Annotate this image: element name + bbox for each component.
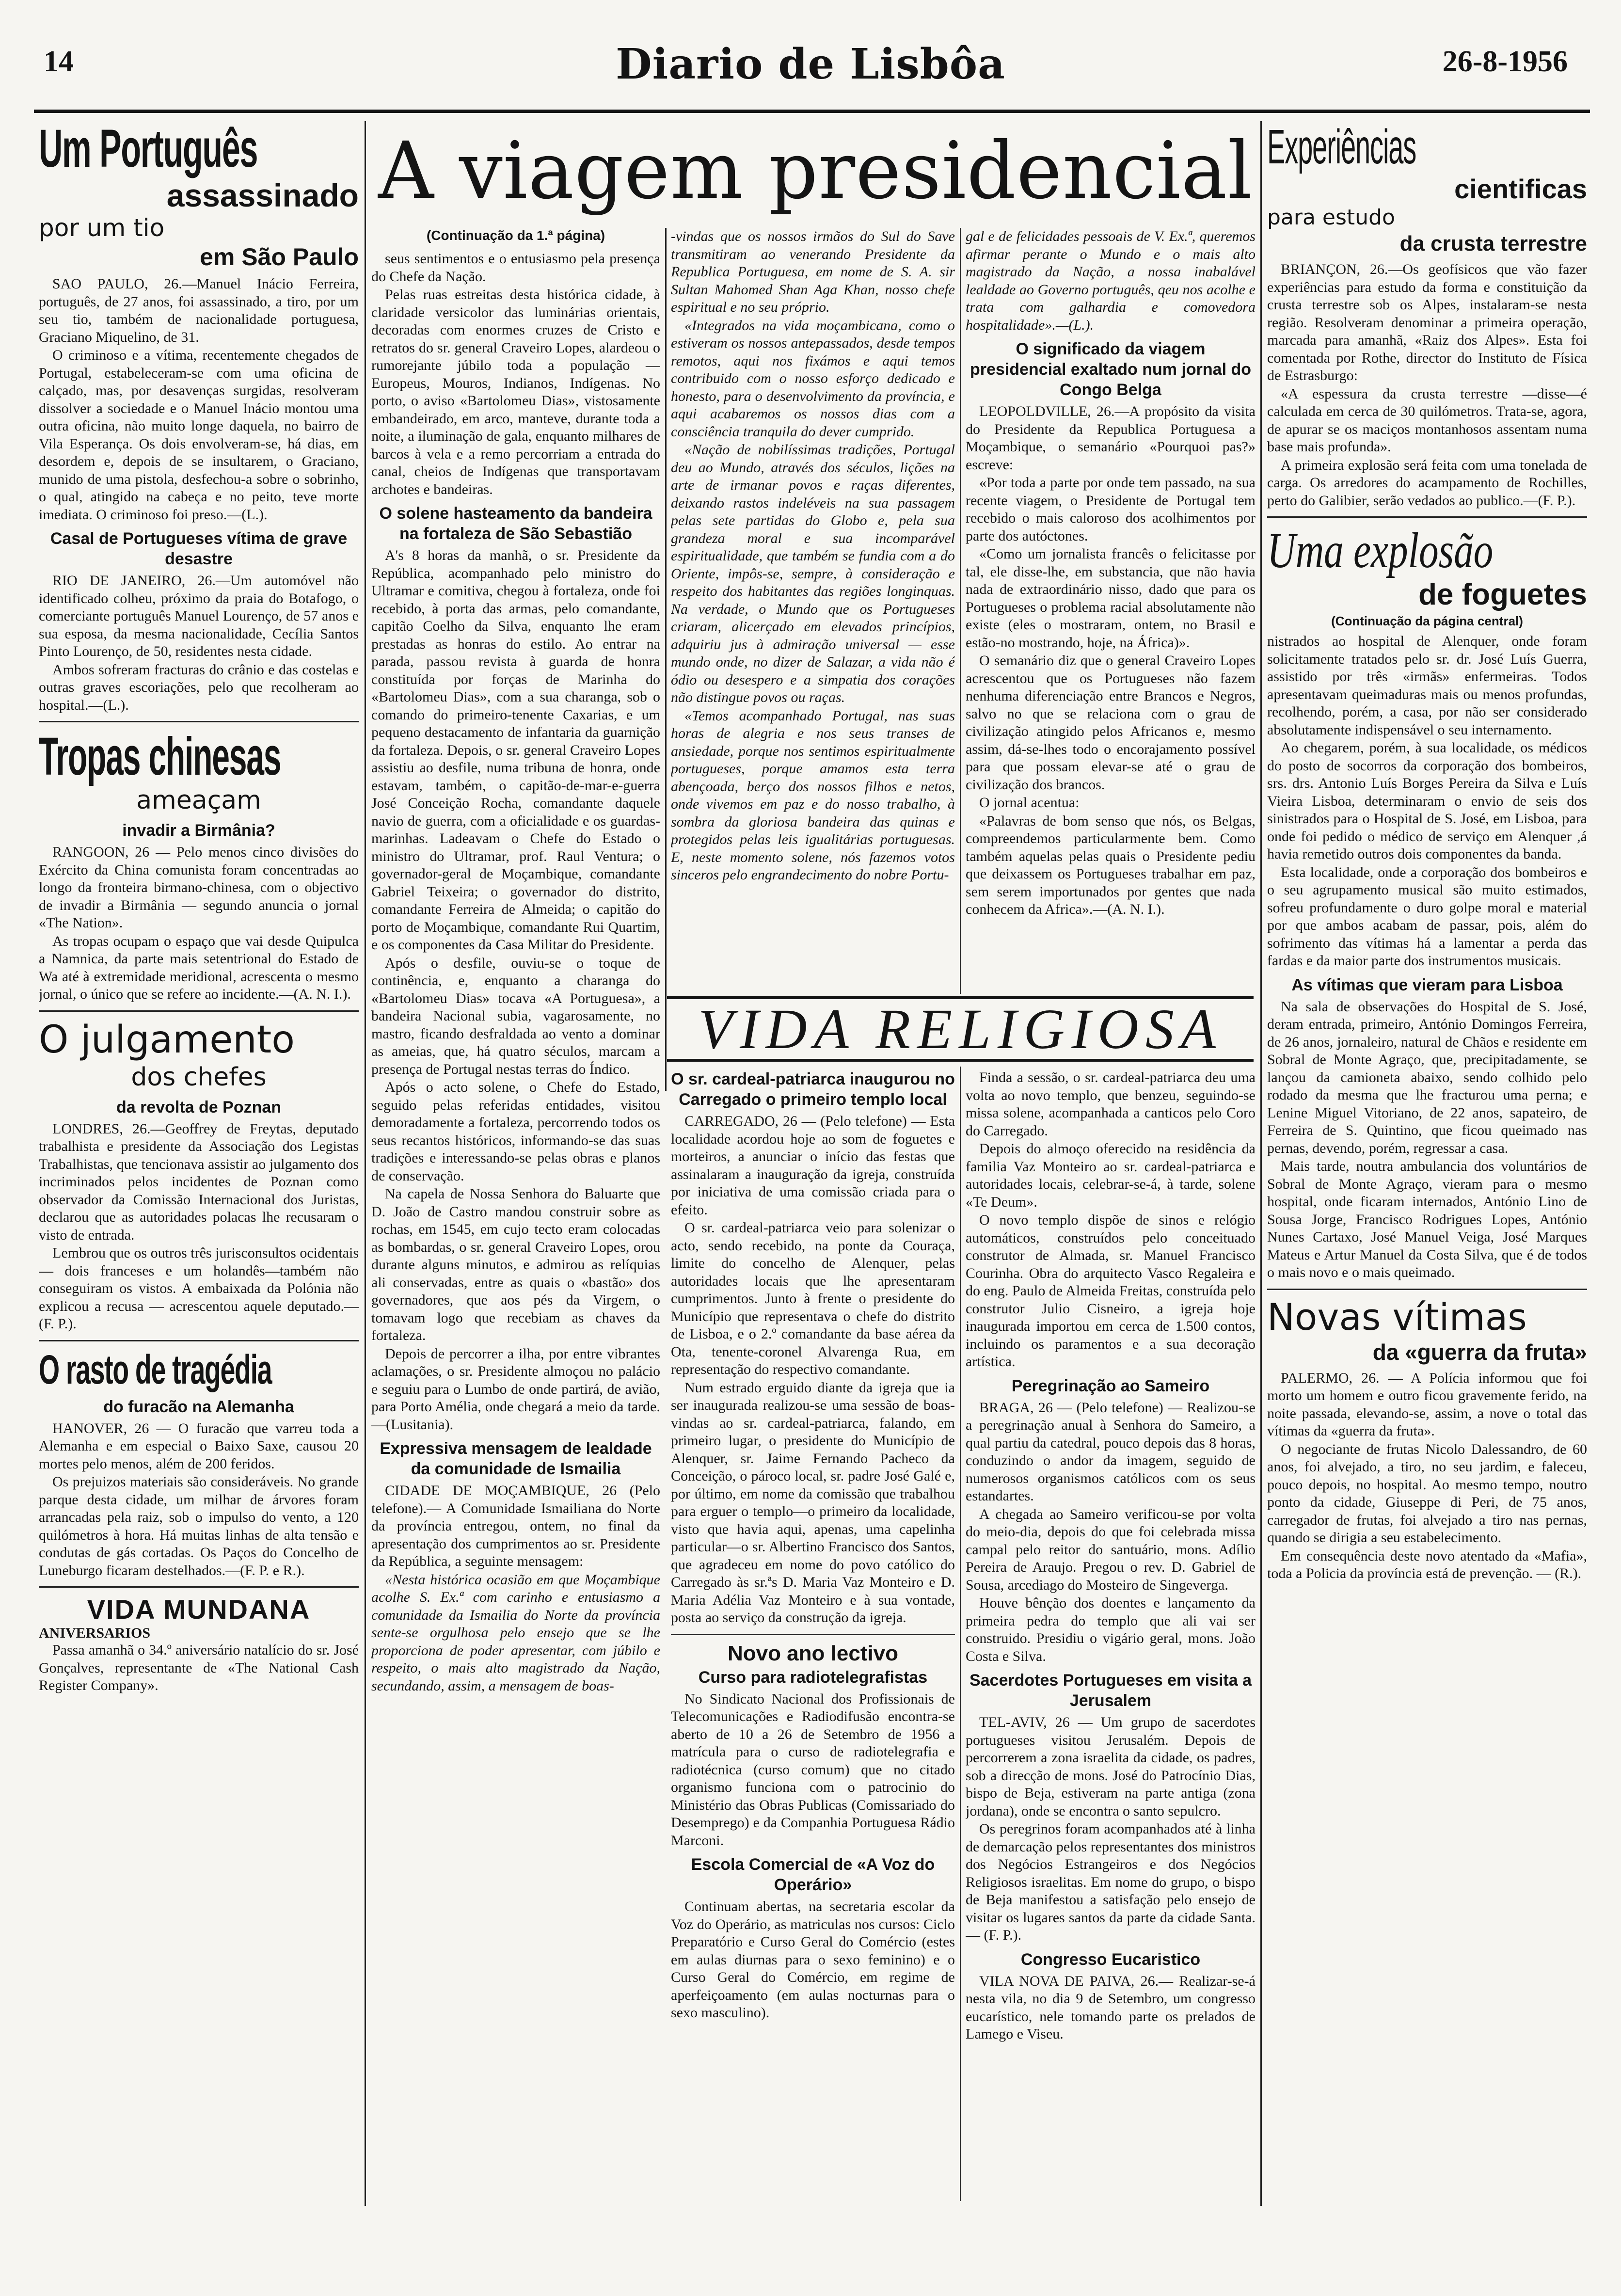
article-headline: Um Português <box>39 120 258 178</box>
paragraph: Num estrado erguido diante da igreja que ia ser inaugurada realizou-se uma sessão de boas-vindas ao sr. cardeal-patriarca, falando, em primeiro lugar, o presidente do Município de Alenquer, sr. Jaime Fernando Pacheco da Conceição, o pároco local, sr. padre José Galé e, por último, em nome da comissão que trabalhou para erguer o templo—o primeiro da localidade, visto que havia aqui, apenas, uma capelinha particular—o sr. Albertino Francisco dos Santos, que agradeceu em nome do povo católico do Carregado às sr.ªs D. Maria Vaz Monteiro e D. Maria Adélia Vaz Monteiro e à sua vontade, posta ao serviço da construção da igreja. <box>671 1379 955 1626</box>
paragraph: Na capela de Nossa Senhora do Baluarte que D. João de Castro mandou construir sobre as rochas, em 1545, em cujo tecto eram colocadas as bombardas, o sr. general Craveiro Lopes, orou durante alguns minutos, e admirou as relíquias ali conservadas, entre as quais o «bastão» dos governadores, que aos pés da Virgem, o tomavam logo que recebiam as chaves da fortaleza. <box>371 1186 660 1343</box>
paragraph: Passa amanhã o 34.º aniversário natalício do sr. José Gonçalves, representante de «The National Cash Register Company». <box>39 1642 359 1693</box>
vida-religiosa-banner <box>667 996 1254 1062</box>
subheading: Curso para radiotelegrafistas <box>698 1668 928 1687</box>
article-vida-mundana <box>39 1594 359 1695</box>
article-headline: cientificas <box>1454 174 1587 204</box>
article-subheadline: dos chefes <box>131 1062 267 1092</box>
continuation-note: (Continuação da 1.ª página) <box>426 228 605 243</box>
masthead-rule <box>34 110 1590 113</box>
column-5 <box>1267 120 1587 2205</box>
paragraph: PALERMO, 26. — A Polícia informou que foi morto um homem e outro ficou gravemente ferido, na noite passada, elevando-se, assim, a nove o total das vítimas da «guerra da fruta». <box>1267 1370 1587 1439</box>
subheading: Escola Comercial de «A Voz do Operário» <box>691 1855 935 1894</box>
subheading: ANIVERSARIOS <box>39 1625 151 1641</box>
paragraph: Pelas ruas estreitas desta histórica cidade, à claridade versicolor das luminárias orientais, decoradas com enormes cruzes de Cristo e retratos do sr. general Craveiro Lopes, alardeou o rumorejante júbilo toda a população — Europeus, Mouros, Indianos, Indígenas. No porto, o aviso «Bartolomeu Dias», vistosamente embandeirado, em arco, manteve, durante toda a noite, a iluminação de gala, enquanto milhares de barcos à vela e a remo percorriam a entrada do canal, cheios de Indígenas que transportavam archotes e bandeiras. <box>371 287 660 497</box>
article-divider <box>671 1634 955 1635</box>
article-headline: Novas vítimas <box>1267 1295 1527 1339</box>
subheading: da revolta de Poznan <box>116 1098 282 1116</box>
paragraph: CIDADE DE MOÇAMBIQUE, 26 (Pelo telefone).— A Comunidade Ismailiana do Norte da província entregou, ontem, no final da apresentação dos cumprimentos ao sr. Presidente da República, a seguinte mensagem: <box>371 1483 660 1569</box>
article-headline: O rasto de tragédia <box>39 1346 272 1392</box>
column-separator <box>960 228 961 994</box>
article-headline: de foguetes <box>1418 578 1587 611</box>
paragraph: Ao chegarem, porém, à sua localidade, os médicos do posto de socorros da corporação dos bombeiros, srs. drs. Antonio Luís Borges Pereira da Silva e Luís Vieira Lisboa, determinaram o envio de seis dos sinistrados para o Hospital de S. José, em Lisboa, para onde foi pedido o médico de serviço em Alenquer ,á havia remetido outros dois componentes da banda. <box>1267 740 1587 862</box>
article-divider <box>39 1010 359 1012</box>
paragraph: Mais tarde, noutra ambulancia dos voluntários de Sobral de Monte Agraço, vieram para o mesmo hospital, onde ficaram internados, António Lino de Sousa Jorge, Francisco Rodrigues Lopes, António Nunes Cartaxo, José Manuel Veiga, José Marques Mateus e Artur Manuel da Costa Silva, que é de todos o mais novo e o mais queimado. <box>1267 1158 1587 1280</box>
religiosa-left-column <box>671 1069 955 2203</box>
paragraph: O semanário diz que o general Craveiro Lopes acrescentou que os Portugueses não fazem nenhuma diferenciação entre Brancos e Negros, salvo no que se relaciona com o grau de civilização atingido pelos Africanos e, mesmo assim, dá-se-lhes todo o encorajamento possível para que possam elevar-se até o grau de civilização dos brancos. <box>966 653 1255 793</box>
subheading: As vítimas que vieram para Lisboa <box>1291 975 1563 994</box>
subheading: invadir a Birmânia? <box>122 821 275 840</box>
article-julgamento <box>39 1018 359 1333</box>
paragraph: HANOVER, 26 — O furacão que varreu toda a Alemanha e em especial o Baixo Saxe, causou 20 mortes pelo menos, além de 200 feridos. <box>39 1420 359 1472</box>
subheading: do furacão na Alemanha <box>103 1397 294 1416</box>
article-headline: VIDA MUNDANA <box>87 1594 311 1625</box>
paragraph: BRIANÇON, 26.—Os geofísicos que vão fazer experiências para estudo da forma e constituição da crusta terrestre sob os Alpes, instalaram-se nesta região. Resolveram denominar a primeira operação, marcada para amanhã, «Raiz dos Alpes». Esta foi comentada por Rothe, director do Instituto de Física de Estrasburgo: <box>1267 261 1587 383</box>
paragraph: Em consequência deste novo atentado da «Mafia», toda a Policia da província está de prevenção. — (R.). <box>1267 1547 1587 1581</box>
paragraph: gal e de felicidades pessoais de V. Ex.ª, queremos afirmar perante o Mundo e o mais alto magistrado da Nação, a nossa inabalável lealdade ao Governo português, qeu nos acolhe e trata com galhardia e comovedora hospitalidade».—(L.). <box>966 228 1255 333</box>
paragraph: Os peregrinos foram acompanhados até à linha de demarcação pelos representantes dos ministros dos Negócios Estrangeiros e dos Negócios Religiosos israelitas. Em nome do grupo, o bispo de Beja manifestou a satisfação pelo ensejo de visitar os lugares santos da parte da cidade Santa. — (F. P.). <box>966 1821 1255 1943</box>
article-subheadline: para estudo <box>1267 205 1395 230</box>
subheading: Peregrinação ao Sameiro <box>1011 1376 1210 1395</box>
paragraph: LEOPOLDVILLE, 26.—A propósito da visita do Presidente da Republica Portuguesa a Moçambique, o semanário «Pourquoi pas?» escreve: <box>966 403 1255 473</box>
paragraph: BRAGA, 26 — (Pelo telefone) — Realizou-se a peregrinação anual à Senhora do Sameiro, a qual partiu da catedral, pouco depois das 8 horas, conduzindo o andor da imagem, seguido de numerosos organismos católicos com os seus estandartes. <box>966 1399 1255 1504</box>
masthead <box>0 0 1621 112</box>
paragraph: nistrados ao hospital de Alenquer, onde foram solicitamente tratados pelo sr. dr. José Luís Guerra, assistido por três «irmãs» enfermeiras. Todos apresentavam queimaduras mais ou menos profundas, recolhendo, porém, a casa, por não ser considerado absolutamente indispensável o seu internamento. <box>1267 633 1587 738</box>
article-headline: Tropas chinesas <box>39 727 281 786</box>
column-1 <box>39 120 359 2205</box>
column-separator <box>1260 121 1262 2206</box>
paragraph: O novo templo dispõe de sinos e relógio automáticos, construídos pelo conceituado construtor de Almada, sr. Manuel Francisco Courinha. Obra do arquitecto Vasco Regaleira e do eng. Paulo de Almeida Freitas, construída pelo construtor Julio Cisneiro, a igreja hoje inaugurada importou em cerca de 1.500 contos, incluindo os paramentos e a sua decoração artística. <box>966 1212 1255 1370</box>
paragraph: «Nação de nobilíssimas tradições, Portugal deu ao Mundo, através dos séculos, lições na arte de irmanar povos e raças diferentes, deixando rastos indeléveis na sua passagem pelas sete partidas do Globo e, pela sua grandeza moral e sua incomparável espiritualidade, que também se fundia com a do Oriente, impôs-se, sempre, à consideração e respeito dos habitantes das regiões longinquas. Na verdade, o Mundo que os Portugueses criaram, alicerçado em elevados princípios, adquiriu jus à admiração universal — esse mundo onde, no dizer de Salazar, a vida não é ódio ou desespero e a simpatia dos corações não distingue povos ou raças. <box>671 442 955 705</box>
paragraph: «Temos acompanhado Portugal, nas suas horas de alegria e nos seus transes de ansiedade, porque nos sentimos espiritualmente portugueses, porque amamos esta terra abençoada, berço dos nossos filhos e netos, onde vivemos em paz e do nosso trabalho, à sombra da gloriosa bandeira das quinas e protegidos pelas leis igualitárias portuguesas. E, neste momento solene, nós fazemos votos sinceros pelo engrandecimento do nobre Portu- <box>671 707 955 883</box>
paragraph: Após o desfile, ouviu-se o toque de continência, e, enquanto a charanga do «Bartolomeu Dias» tocava «A Portuguesa», a bandeira Nacional subia, vagarosamente, no mastro, ficando desfraldada ao vento a dominar as ameias, que, há quatro séculos, marcam a presença de Portugal nestas terras do Índico. <box>371 955 660 1077</box>
paragraph: «Palavras de bom senso que nós, os Belgas, compreendemos particularmente bem. Como também aquelas pelas quais o Presidente pediu que deixassem os Portugueses trabalhar em paz, sem serem importunados por gentes que nada conhecem da Africa».—(A. N. I.). <box>966 813 1255 917</box>
column-separator <box>960 1067 961 2201</box>
paragraph: Continuam abertas, na secretaria escolar da Voz do Operário, as matriculas nos cursos: Ciclo Preparatório e Curso Geral do Comércio (estes em aulas diurnas para o sexo feminino) e o Curso Geral do Comércio, em regime de aperfeiçoamento (em aulas nocturnas para o sexo masculino). <box>671 1898 955 2021</box>
article-subheadline: ameaçam <box>136 786 261 815</box>
paragraph: Após o acto solene, o Chefe do Estado, seguido pelas referidas entidades, visitou demoradamente a fortaleza, percorrendo todos os seus recantos históricos, informando-se das suas tradições e interessando-se pelas obras e planos de conservação. <box>371 1079 660 1184</box>
paragraph: «Por toda a parte por onde tem passado, na sua recente viagem, o Presidente de Portugal tem recebido o mais caloroso dos acolhimentos por parte dos autóctones. <box>966 475 1255 544</box>
article-explosao-foguetes <box>1267 524 1587 1282</box>
column-2 <box>371 228 660 2206</box>
subheading: Sacerdotes Portugueses em visita a Jerusalem <box>969 1671 1252 1710</box>
article-divider <box>39 1586 359 1588</box>
headline-viagem-presidencial: A viagem presidencial <box>378 126 1253 217</box>
continuation-note: (Continuação da página central) <box>1331 614 1523 628</box>
article-subheadline: em São Paulo <box>200 243 359 271</box>
column-separator <box>365 121 366 2206</box>
paragraph: O negociante de frutas Nicolo Dalessandro, de 60 anos, foi alvejado, a tiro, no seu jardim, e faleceu, pouco depois, no hospital. Ao mesmo tempo, noutro ponto da cidade, Giuseppe di Peri, de 75 anos, carregador de frutas, foi alvejado a tiro nas pernas, quando se dirigia a seu estabelecimento. <box>1267 1441 1587 1546</box>
article-headline: Novo ano lectivo <box>727 1641 899 1665</box>
subheading: O significado da viagem presidencial exaltado num jornal do Congo Belga <box>969 340 1252 399</box>
paragraph: O sr. cardeal-patriarca veio para solenizar o acto, sendo recebido, na ponte da Couraça, limite do concelho de Alenquer, pelas autoridades locais que lhe apresentaram cumprimentos. Junto à frente o presidente do Município que representava o chefe do distrito de Lisboa, e o 2.º comandante da base aérea da Ota, tenente-coronel Alvarenga Rua, em representação do respectivo comandante. <box>671 1220 955 1377</box>
article-subheadline: por um tio <box>39 214 165 242</box>
page-number: 14 <box>44 45 74 78</box>
paragraph: O criminoso e a vítima, recentemente chegados de Portugal, estabeleceram-se com uma oficina de calçado, mas, por desavenças surgidas, resolveram dissolver a sociedade e o Manuel Inácio montou uma outra oficina, não muito longe daquela, no bairro de Vila Esperança. Os dois envolveram-se, há dias, em desordem e, depois de se insultarem, o Graciano, munido de uma pistola, desfechou-a sobre o sobrinho, o qual, atingido na cabeça e no peito, teve morte imediata. O criminoso foi preso.—(L.). <box>39 347 359 523</box>
religiosa-right-column <box>966 1069 1255 2203</box>
subheading: Expressiva mensagem de lealdade da comunidade de Ismailia <box>380 1439 652 1478</box>
column-separator <box>665 228 667 1091</box>
article-headline: assassinado <box>166 177 359 213</box>
paragraph: TEL-AVIV, 26 — Um grupo de sacerdotes portugueses visitou Jerusalém. Depois de percorrerem a zona israelita da cidade, os padres, sob a direcção de mons. José do Patrocínio Dias, bispo de Beja, estiveram na parte antiga (zona jordana), onde se encontra o santo sepulcro. <box>966 1714 1255 1819</box>
article-divider <box>1267 1289 1587 1290</box>
subheading: Congresso Eucaristico <box>1020 1950 1201 1969</box>
paragraph: LONDRES, 26.—Geoffrey de Freytas, deputado trabalhista e presidente da Associação dos Legistas Trabalhistas, que tencionava assistir ao julgamento dos incriminados pelos incidentes de Poznan como observador da Comissão Internacional dos Juristas, declarou que as autoridades polacas lhe recusaram o visto de entrada. <box>39 1120 359 1243</box>
section-title: VIDA RELIGIOSA <box>698 997 1223 1061</box>
article-novas-vitimas <box>1267 1296 1587 1583</box>
newspaper-title: Diario de Lisbôa <box>616 40 1005 89</box>
article-headline: Experiências <box>1267 120 1416 174</box>
paragraph: A primeira explosão será feita com uma tonelada de carga. Os arredores do acampamento de Rochilles, perto do Galibier, serão vedados ao publico.—(F. P.). <box>1267 457 1587 509</box>
paragraph: «Nesta histórica ocasião em que Moçambique acolhe S. Ex.ª com carinho e entusiasmo a comunidade da Ismailia do Norte da província sente-se orgulhosa pelo ensejo que se lhe proporciona de poder apresentar, com júbilo e respeito, o mais alto magistrado da Nação, secundando, assim, a mensagem de boas- <box>371 1571 660 1694</box>
article-experiencias <box>1267 120 1587 510</box>
article-divider <box>1267 516 1587 518</box>
paragraph: Depois do almoço oferecido na residência da familia Vaz Monteiro ao sr. cardeal-patriarca e autoridades locais, celebrar-se-á, à tarde, solene «Te Deum». <box>966 1141 1255 1210</box>
paragraph: VILA NOVA DE PAIVA, 26.— Realizar-se-á nesta vila, no dia 9 de Setembro, um congresso eucarístico, nele tomando parte os prelados de Lamego e Viseu. <box>966 1973 1255 2042</box>
article-tropas-chinesas <box>39 728 359 1004</box>
paragraph: A's 8 horas da manhã, o sr. Presidente da República, acompanhado pelo ministro do Ultramar e comitiva, chegou à fortaleza, onde foi recebido, à porta das armas, pelo comandante, capitão Coelho da Silva, enquanto lhe eram prestadas as honras do estilo. Ao entrar na parada, passou revista à guarda de honra constituída por forças de Marinha do «Bartolomeu Dias», com a sua charanga, sob o comando do primeiro-tenente Caxarias, e um pequeno destacamento de infantaria da guarnição da fortaleza. Depois, o sr. general Craveiro Lopes assistiu ao desfile, numa tribuna de honra, onde estavam, também, o capitão-de-mar-e-guerra José Conceição Rocha, comandante daquele navio de guerra, com a oficialidade e os guardas-marinhas. Ladeavam o Chefe do Estado o ministro do Ultramar, prof. Raul Ventura; o governador-geral de Moçambique, comandante Gabriel Teixeira; o governador do distrito, comandante Ferreira de Almeida; o capitão do porto de Moçambique, comandante Rui Quartim, e os componentes da Casa Militar do Presidente. <box>371 547 660 953</box>
column-4 <box>966 228 1255 989</box>
paragraph: seus sentimentos e o entusiasmo pela presença do Chefe da Nação. <box>371 251 660 285</box>
paragraph: Lembrou que os outros três jurisconsultos ocidentais — dois franceses e um holandês—também não conseguiram os vistos. A embaixada da Polónia não explicou a recusa — acrescentou aquele deputado.—(F. P.). <box>39 1245 359 1332</box>
paragraph: «A espessura da crusta terrestre —disse—é calculada em cerca de 30 quilómetros. Trata-se, agora, de apurar se os maciços montanhosos assentam numa base mais profunda». <box>1267 385 1587 455</box>
article-divider <box>39 1340 359 1341</box>
paragraph: Finda a sessão, o sr. cardeal-patriarca deu uma volta ao novo templo, que benzeu, seguindo-se missa solene, acompanhada a canticos pelo Coro do Carregado. <box>966 1069 1255 1139</box>
paragraph: «Como um jornalista francês o felicitasse por tal, ele disse-lhe, em substancia, que não havia nada de extraordinário nisso, dado que para os Portugueses o problema racial absolutamente não existe (eles o mostraram, ontem, no Brasil e estão-no mostrando, hoje, na África)». <box>966 546 1255 651</box>
paragraph: Esta localidade, onde a corporação dos bombeiros e o seu agrupamento musical são muito estimados, sofreu profundamente o duro golpe moral e material por que ambos acabam de passar, pois, além do sofrimento das vítimas há a lamentar a perda das fardas e da maior parte dos instrumentos musicais. <box>1267 864 1587 969</box>
article-rasto-tragedia <box>39 1347 359 1580</box>
article-headline: O julgamento <box>39 1018 295 1062</box>
paragraph: Na sala de observações do Hospital de S. José, deram entrada, primeiro, António Domingos Ferreira, de 26 anos, jornaleiro, natural de Chãos e residente em Sobral de Monte Agraço, que, precipitadamente, se lançou da camioneta abaixo, sendo colhido pelo rodado da mesma que lhe fracturou uma perna; e Lenine Miguel Vitoriano, de 22 anos, sapateiro, de Ferreira de S. Quintino, que ficou queimado nas pernas, devendo, porém, regressar a casa. <box>1267 998 1587 1156</box>
paragraph: As tropas ocupam o espaço que vai desde Quipulca a Namnica, da parte mais setentrional do Estado de Wa até à extremidade meridional, acrescenta o mesmo jornal, o único que se refere ao incidente.—(A. N. I.). <box>39 933 359 1002</box>
article-headline: Uma explosão <box>1267 523 1494 578</box>
subheading: Casal de Portugueses vítima de grave desastre <box>50 529 348 568</box>
subheading: O solene hasteamento da bandeira na fortaleza de São Sebastião <box>379 504 652 543</box>
paragraph: Os prejuizos materiais são consideráveis. No grande parque desta cidade, um milhar de árvores foram arrancadas pela raiz, sob o impulso do vento, a 120 quilómetros à hora. Há muitas linhas de alta tensão e condutas de gás cortadas. Os Paços do Concelho de Luneburgo ficaram destelhados.—(F. P. e R.). <box>39 1474 359 1578</box>
paragraph: Ambos sofreram fracturas do crânio e das costelas e outras graves escoriações, pelo que recolheram ao hospital.—(L.). <box>39 661 359 713</box>
paragraph: Depois de percorrer a ilha, por entre vibrantes aclamações, o sr. Presidente almoçou no palácio e seguiu para o Lumbo de onde partirá, de avião, para Porto Amélia, onde chegará a meio da tarde.—(Lusitania). <box>371 1345 660 1433</box>
paragraph: RANGOON, 26 — Pelo menos cinco divisões do Exército da China comunista foram concentradas ao longo da fronteira birmano-chinesa, com o objectivo de invadir a Birmânia — segundo anuncia o jornal «The Nation». <box>39 844 359 931</box>
issue-date: 26-8-1956 <box>1442 45 1568 78</box>
column-3 <box>671 228 955 989</box>
article-divider <box>39 721 359 722</box>
paragraph: RIO DE JANEIRO, 26.—Um automóvel não identificado colheu, próximo da praia do Botafogo, o comerciante português Manuel Lourenço, de 57 anos e sua esposa, da mesma nacionalidade, Cecília Santos Pinto Lourenço, de 50, residentes nesta cidade. <box>39 573 359 659</box>
paragraph: -vindas que os nossos irmãos do Sul do Save transmitiram ao venerando Presidente da Republica Portuguesa, em nome de S. A. sir Sultan Mahomed Shan Aga Khan, nosso chefe espiritual e no seu próprio. <box>671 228 955 315</box>
article-subheadline: da «guerra da fruta» <box>1372 1339 1587 1365</box>
article-subheadline: da crusta terrestre <box>1399 232 1587 255</box>
paragraph: A chegada ao Sameiro verificou-se por volta do meio-dia, depois do que foi celebrada missa campal pelo reitor do santuário, mons. Adílio Pereira de Araujo. Pregou o rev. D. Gabriel de Sousa, arcediago do Mosteiro de Singeverga. <box>966 1506 1255 1593</box>
paragraph: SAO PAULO, 26.—Manuel Inácio Ferreira, português, de 27 anos, foi assassinado, a tiro, por um seu tio, também de nacionalidade portuguesa, Graciano Miquelino, de 31. <box>39 276 359 345</box>
paragraph: No Sindicato Nacional dos Profissionais de Telecomunicações e Radiodifusão encontra-se aberto de 10 a 26 de Setembro de 1956 a matrícula para o curso de radiotelegrafia e radiotécnica (curso comum) que no citado organismo funciona com o patrocinio do Ministério das Obras Publicas (Comissariado do Desemprego) e da Companhia Portuguesa Rádio Marconi. <box>671 1690 955 1849</box>
paragraph: Houve bênção dos doentes e lançamento da primeira pedra do templo que ali vai ser construido. Presidiu o vigário geral, mons. João Costa e Silva. <box>966 1595 1255 1664</box>
article-portugues-assassinado <box>39 120 359 714</box>
paragraph: CARREGADO, 26 — (Pelo telefone) — Esta localidade acordou hoje ao som de foguetes e morteiros, a anunciar o início das festas que assinalaram a inauguração da igreja, construída por iniciativa de uma comissão criada para o efeito. <box>671 1113 955 1218</box>
paragraph: «Integrados na vida moçambicana, como o estiveram os nossos antepassados, desde tempos remotos, aqui nos fixámos e aqui temos contribuido com o nosso esforço dedicado e honesto, para o desenvolvimento da província, e aqui acabaremos os nossos dias com a consciência tranquila do dever cumprido. <box>671 317 955 440</box>
paragraph: O jornal acentua: <box>979 795 1080 811</box>
subheading: O sr. cardeal-patriarca inaugurou no Carregado o primeiro templo local <box>671 1070 955 1109</box>
